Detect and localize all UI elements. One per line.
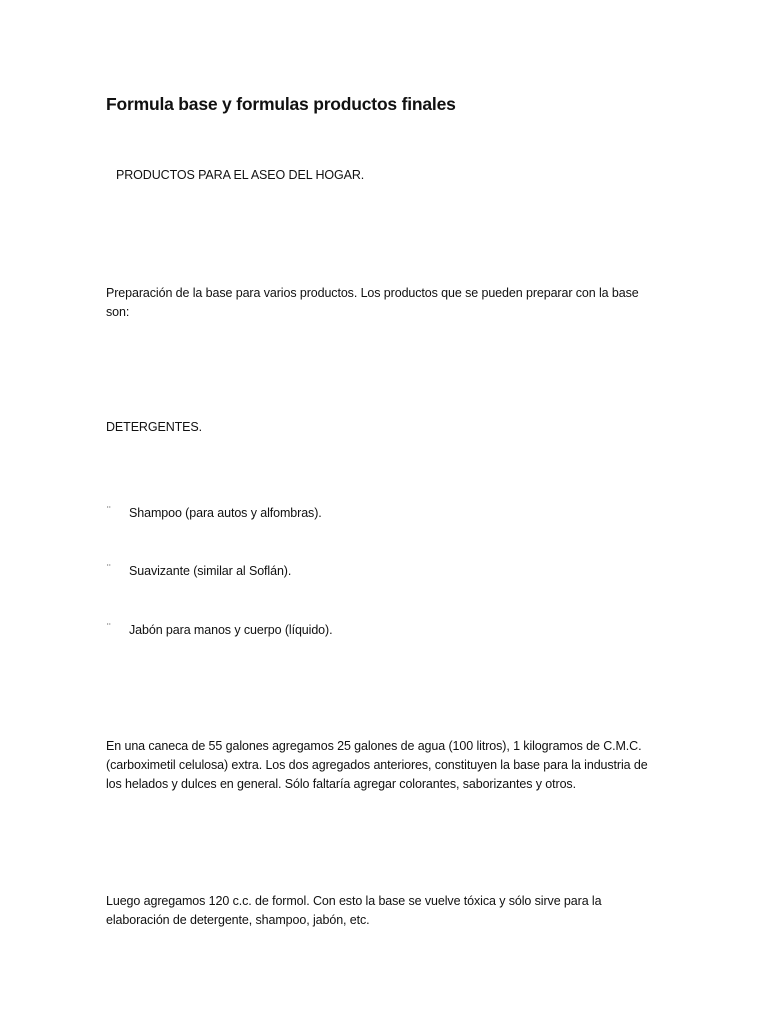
intro-line: Preparación de la base para varios productos. Los productos que se pueden preparar con la base: [106, 286, 639, 300]
intro-line: son:: [106, 305, 130, 319]
list-item: Jabón para manos y cuerpo (líquido).: [129, 623, 333, 637]
paragraph: [106, 892, 676, 930]
paragraph-line: elaboración de detergente, shampoo, jabón, etc.: [106, 913, 370, 927]
bullet-marker: ¨: [107, 505, 111, 517]
paragraph: [106, 737, 676, 794]
bullet-marker: ¨: [107, 622, 111, 634]
list-item: Shampoo (para autos y alfombras).: [129, 506, 322, 520]
document-title: Formula base y formulas productos finales: [106, 94, 456, 114]
document-subtitle: PRODUCTOS PARA EL ASEO DEL HOGAR.: [116, 168, 365, 182]
list-item: Suavizante (similar al Soflán).: [129, 564, 292, 578]
paragraph-line: (carboximetil celulosa) extra. Los dos agregados anteriores, constituyen la base para la industria de: [106, 758, 648, 772]
section-heading: DETERGENTES.: [106, 420, 203, 434]
paragraph-line: En una caneca de 55 galones agregamos 25 galones de agua (100 litros), 1 kilogramos de C.M.C.: [106, 739, 642, 753]
bullet-marker: ¨: [107, 563, 111, 575]
intro-paragraph: [106, 284, 666, 322]
paragraph-line: los helados y dulces en general. Sólo faltaría agregar colorantes, saborizantes y otros.: [106, 777, 576, 791]
paragraph-line: Luego agregamos 120 c.c. de formol. Con esto la base se vuelve tóxica y sólo sirve para la: [106, 894, 602, 908]
